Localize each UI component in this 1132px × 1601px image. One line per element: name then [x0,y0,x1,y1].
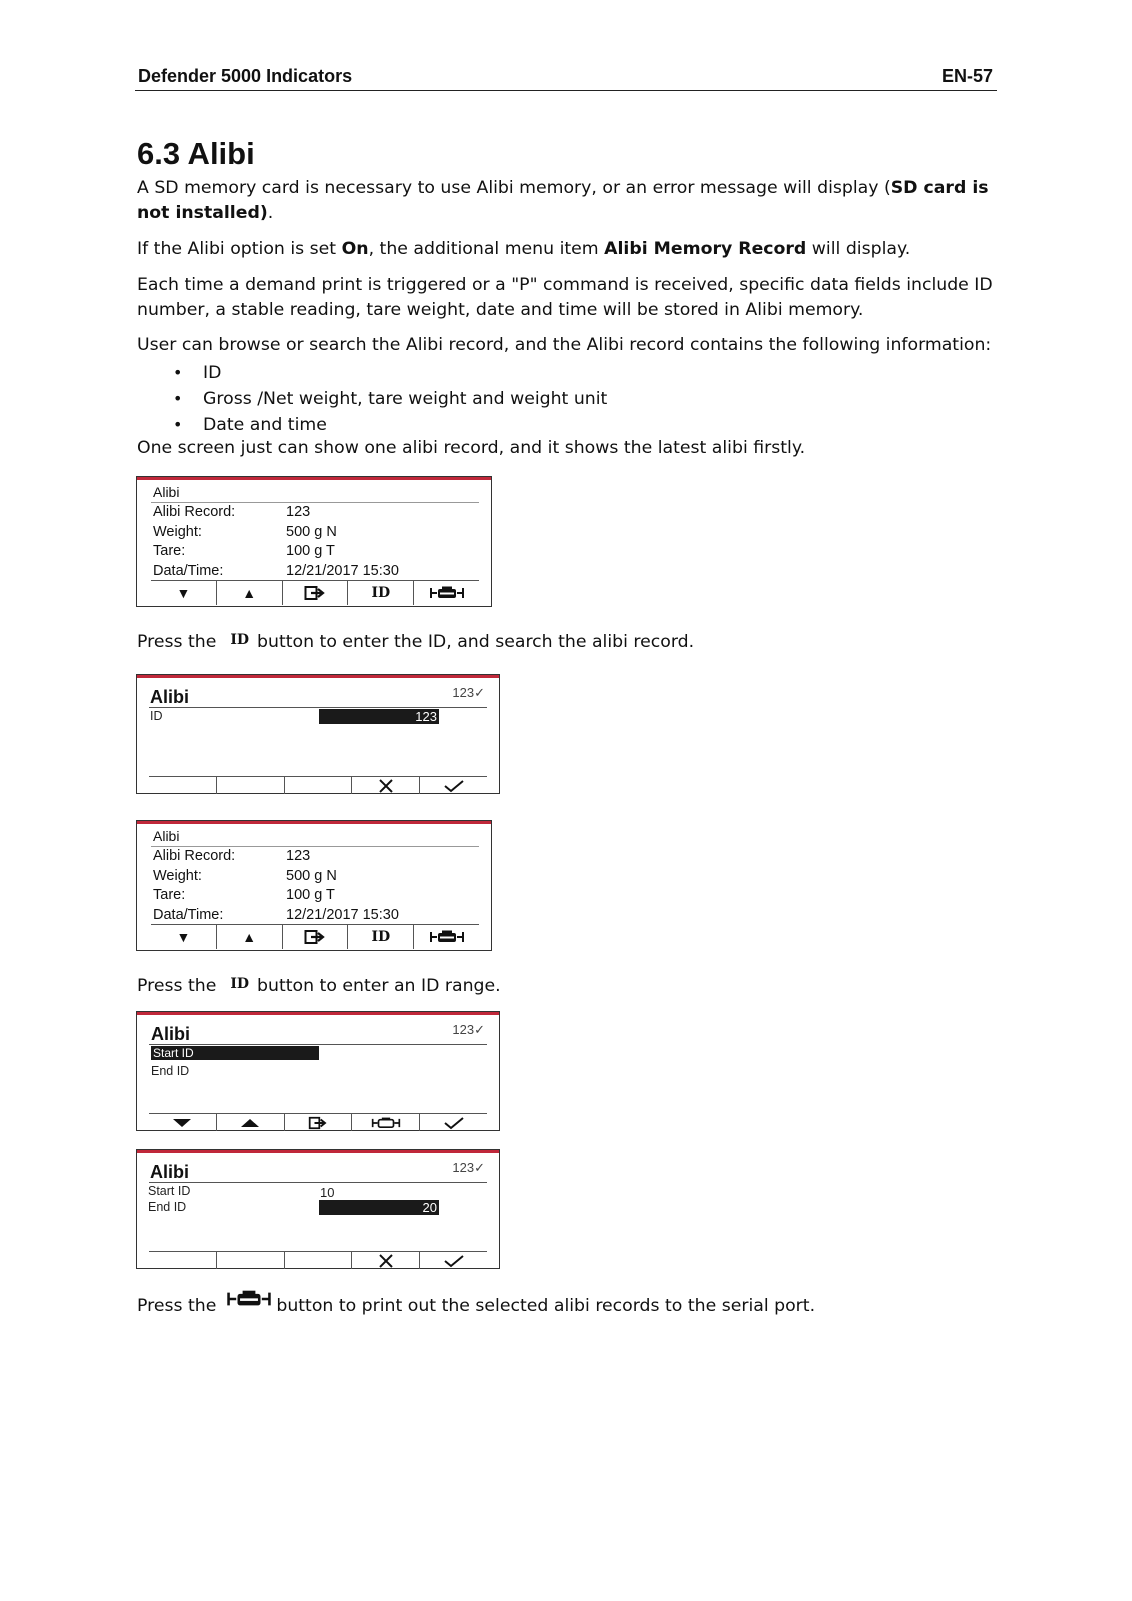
row-value: 500 g N [286,524,337,540]
id-icon: ID [230,976,250,992]
close-icon [378,779,394,793]
confirm-softkey[interactable] [420,1252,487,1269]
id-softkey[interactable] [348,581,414,605]
exit-icon [308,1116,328,1130]
up-arrow-icon [240,1118,260,1128]
screen-top-bar [137,821,491,824]
list-item: • Date and time [137,412,607,438]
page-header [135,66,997,91]
softkey-bar [149,1113,487,1131]
divider [151,502,479,503]
paragraph-press-print: Press the button to print out the selected alibi records to the serial port. [137,1289,997,1319]
doc-title: Defender 5000 Indicators [138,66,353,86]
blank-softkey[interactable] [285,777,353,794]
confirm-softkey[interactable] [420,1114,487,1131]
id-icon: ID [230,632,250,648]
down-softkey[interactable] [151,581,217,605]
start-id-label: Start ID [148,1184,191,1198]
up-arrow-icon: ▲ [242,929,257,945]
numeric-mode-indicator: 123✓ [452,1160,485,1175]
confirm-softkey[interactable] [420,777,487,794]
id-icon: ID [371,929,391,945]
print-softkey[interactable] [414,925,479,949]
up-softkey[interactable] [217,1114,285,1131]
print-icon [226,1289,272,1309]
list-item: • Gross /Net weight, tare weight and weight unit [137,386,607,412]
row-label: Weight: [153,524,202,540]
screen-top-bar [137,1012,499,1015]
down-softkey[interactable] [151,925,217,949]
exit-icon [304,585,326,601]
paragraph-alibi-option: If the Alibi option is set On, the additional menu item Alibi Memory Record will display. [137,239,911,259]
paragraph-sd-card: A SD memory card is necessary to use Alibi memory, or an error message will display (SD card is not installed). [137,178,989,223]
alibi-record-screen [136,476,492,607]
row-value: 100 g T [286,543,335,559]
paragraph-demand-print: Each time a demand print is triggered or a "P" command is received, specific data fields include ID number, a stable reading, tare weight, date and time will be stored in Alibi memory. [137,275,993,320]
section-title: 6.3 Alibi [137,136,255,171]
divider [149,707,487,708]
numeric-mode-indicator: 123✓ [452,685,485,700]
row-label: Tare: [153,887,186,903]
softkey-bar [149,1251,487,1269]
screen-top-bar [137,675,499,678]
screen-title: Alibi [151,1024,190,1044]
print-icon [371,1117,401,1129]
screen-title: Alibi [153,828,180,844]
screen-top-bar [137,477,491,480]
check-icon [443,779,465,793]
down-arrow-icon [172,1118,192,1128]
softkey-bar [151,924,479,949]
down-arrow-icon: ▼ [176,585,191,601]
row-label: Data/Time: [153,563,224,579]
up-arrow-icon: ▲ [242,585,257,601]
down-arrow-icon: ▼ [176,929,191,945]
blank-softkey[interactable] [217,777,285,794]
exit-softkey[interactable] [283,925,349,949]
divider [149,1182,487,1183]
start-id-value[interactable]: 10 [320,1185,335,1200]
print-icon [429,930,465,944]
divider [149,1044,487,1045]
paragraph-browse: User can browse or search the Alibi record, and the Alibi record contains the following information: [137,335,992,355]
blank-softkey[interactable] [217,1252,285,1269]
paragraph-one-screen: One screen just can show one alibi record, and it shows the latest alibi firstly. [137,438,806,458]
info-list [137,360,607,438]
blank-softkey[interactable] [285,1252,353,1269]
paragraph-press-id-search: Press the ID button to enter the ID, and search the alibi record. [137,628,997,655]
numeric-mode-indicator: 123✓ [452,1022,485,1037]
blank-softkey[interactable] [149,777,217,794]
softkey-bar [149,776,487,794]
paragraph-press-id-range: Press the ID button to enter an ID range. [137,972,997,999]
blank-softkey[interactable] [149,1252,217,1269]
screen-title: Alibi [150,687,189,707]
screen-top-bar [137,1150,499,1153]
end-id-item[interactable]: End ID [151,1064,190,1078]
screen-title: Alibi [153,484,180,500]
row-value: 500 g N [286,868,337,884]
row-value: 100 g T [286,887,335,903]
check-icon [443,1254,465,1268]
softkey-bar [151,580,479,605]
end-id-label: End ID [148,1200,187,1214]
row-label: Alibi Record: [153,504,236,520]
down-softkey[interactable] [149,1114,217,1131]
row-label: Data/Time: [153,907,224,923]
exit-softkey[interactable] [283,581,349,605]
start-id-item[interactable]: Start ID [151,1046,319,1060]
alibi-range-screen [136,1011,500,1131]
row-value: 12/21/2017 15:30 [286,907,399,923]
id-icon: ID [371,585,391,601]
exit-icon [304,929,326,945]
up-softkey[interactable] [217,581,283,605]
cancel-softkey[interactable] [352,777,420,794]
row-label: Tare: [153,543,186,559]
close-icon [378,1254,394,1268]
print-icon [429,586,465,600]
alibi-record-screen [136,820,492,951]
row-value: 12/21/2017 15:30 [286,563,399,579]
row-label: Alibi Record: [153,848,236,864]
row-value: 123 [286,504,311,520]
divider [151,846,479,847]
row-value: 123 [286,848,311,864]
screen-title: Alibi [150,1162,189,1182]
exit-softkey[interactable] [285,1114,353,1131]
cancel-softkey[interactable] [352,1252,420,1269]
row-label: Weight: [153,868,202,884]
end-id-input[interactable]: 20 [319,1200,439,1215]
page-number: EN-57 [941,66,993,86]
alibi-id-entry-screen [136,674,500,794]
id-label: ID [150,709,163,723]
print-softkey[interactable] [414,581,479,605]
id-input[interactable]: 123 [319,709,439,724]
list-item: • ID [137,360,607,386]
id-softkey[interactable] [348,925,414,949]
alibi-range-entry-screen [136,1149,500,1269]
print-softkey[interactable] [352,1114,420,1131]
check-icon [443,1116,465,1130]
up-softkey[interactable] [217,925,283,949]
